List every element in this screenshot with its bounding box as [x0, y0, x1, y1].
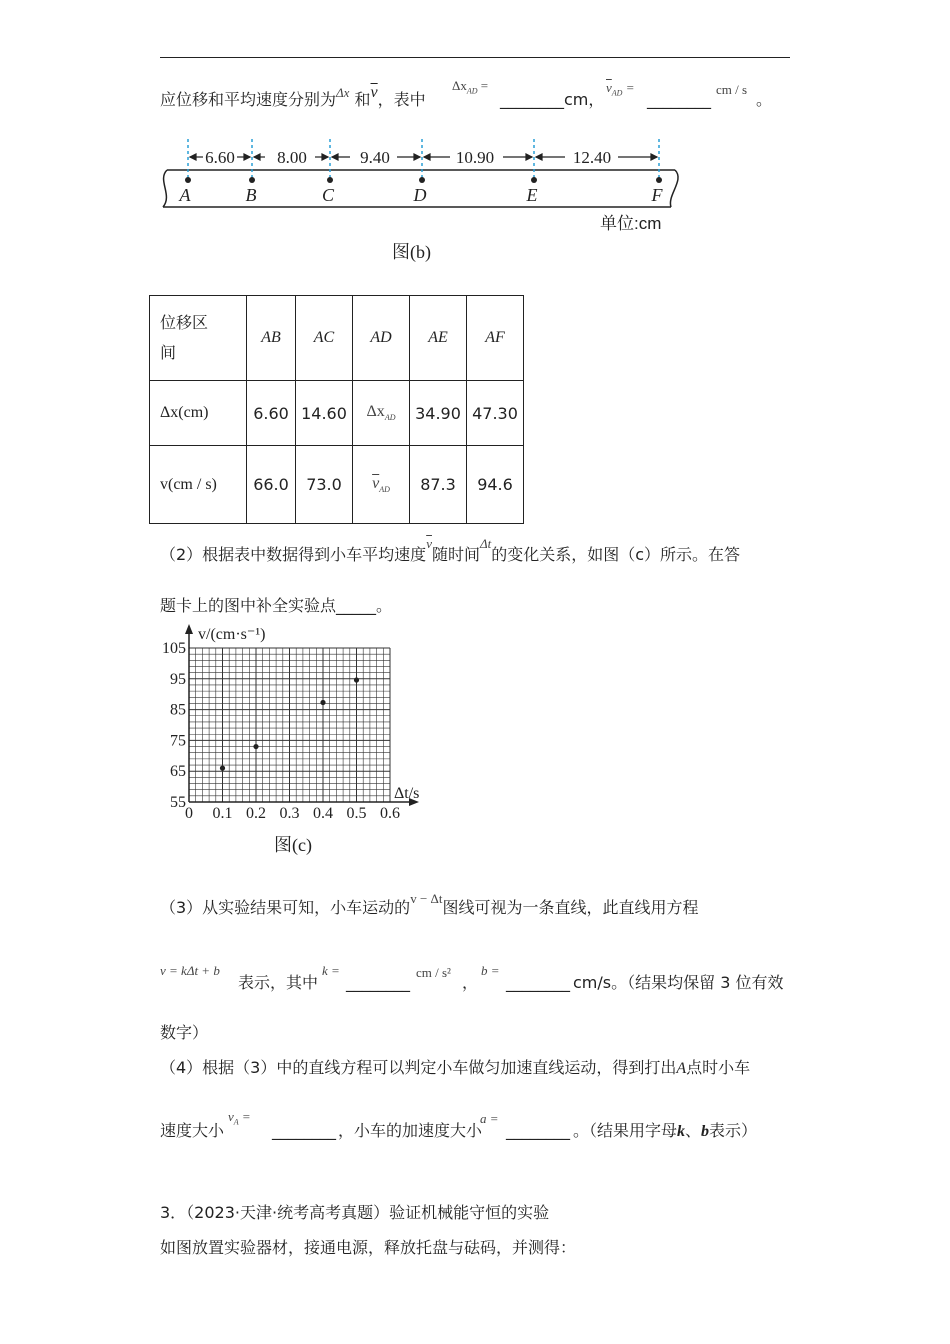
- period: 。: [756, 90, 773, 109]
- q5-line-2: 如图放置实验器材，接通电源，释放托盘与砝码，并测得：: [160, 1238, 577, 1257]
- chart-title: 图(c): [274, 835, 312, 855]
- blank-b[interactable]: ________: [506, 973, 570, 992]
- x-tick-label: 0.3: [279, 805, 300, 822]
- q2-line-2: 题卡上的图中补全实验点_____。: [160, 596, 393, 615]
- point-label: F: [651, 185, 663, 205]
- q5-line-1: 3．（2023·天津·统考高考真题）验证机械能守恒的实验: [160, 1203, 550, 1222]
- table-cell-v-ad: $\overline{v}_{AD}$: [353, 446, 410, 524]
- b-equals: b =: [481, 963, 500, 978]
- chart-xlabel: Δt/s: [394, 785, 420, 802]
- y-tick-label: 105: [162, 640, 186, 657]
- segment-label: 6.60: [205, 148, 235, 167]
- x-tick-label: 0.5: [346, 805, 367, 822]
- symbol-dx: Δx: [336, 85, 350, 100]
- unit-label: 单位:cm: [600, 214, 662, 233]
- y-tick-label: 95: [170, 670, 186, 688]
- blank-dx-ad[interactable]: ________cm，: [500, 90, 605, 109]
- q3-line-1: （3）从实验结果可知，小车运动的$^{v - \Delta t}$图线可视为一条直线，此直线用方程: [160, 891, 699, 917]
- y-axis-arrow: [185, 624, 193, 634]
- q3-line-2: 表示，其中: [238, 973, 319, 992]
- table-cell: 87.3: [410, 446, 467, 524]
- point-label: D: [413, 185, 427, 205]
- dot-D: [419, 177, 425, 183]
- segment-label: 8.00: [277, 148, 307, 167]
- table-header-label: 位移区 间: [150, 296, 247, 381]
- q3-line-3: 数字）: [160, 1023, 209, 1042]
- data-table: [149, 295, 524, 524]
- table-cell: 14.60: [296, 381, 353, 446]
- data-point: [354, 677, 359, 682]
- table-cell: 6.60: [247, 381, 296, 446]
- x-tick-label: 0.4: [313, 805, 333, 822]
- y-tick-label: 75: [170, 732, 186, 750]
- q4-line-2: 速度大小: [160, 1121, 225, 1140]
- point-label: B: [245, 185, 257, 205]
- table-col-header: AF: [467, 296, 524, 381]
- dot-E: [531, 177, 537, 183]
- x-tick-label: 0.6: [380, 805, 400, 822]
- y-tick-label: 55: [170, 794, 186, 811]
- table-col-header: AD: [353, 296, 410, 381]
- row-label-v: v(cm / s): [150, 446, 247, 524]
- blank-va[interactable]: ________: [272, 1121, 336, 1140]
- q4-line-2-mid: ，小车的加速度大小: [338, 1121, 483, 1140]
- dot-A: [185, 177, 191, 183]
- table-col-header: AE: [410, 296, 467, 381]
- data-point: [320, 700, 325, 705]
- question-line-1: 应位移和平均速度分别为$^{\Delta x}$ 和$\overline{v}$，表中: [160, 84, 426, 109]
- x-tick-label: 0.1: [212, 805, 233, 822]
- table-cell: 73.0: [296, 446, 353, 524]
- point-label: E: [526, 185, 538, 205]
- table-cell-dx-ad: $\Delta x_{AD}$: [353, 381, 410, 446]
- blank-a[interactable]: ________: [506, 1121, 570, 1140]
- y-tick-label: 65: [170, 763, 186, 781]
- segment-label: 10.90: [455, 148, 495, 167]
- data-point: [253, 744, 258, 749]
- k-equals: k =: [322, 963, 340, 978]
- q3-equation: v = kΔt + b: [160, 963, 220, 978]
- table-col-header: AB: [247, 296, 296, 381]
- table-cell: 34.90: [410, 381, 467, 446]
- dot-F: [656, 177, 662, 183]
- dot-B: [249, 177, 255, 183]
- table-cell: 94.6: [467, 446, 524, 524]
- x-tick-label: 0: [185, 805, 193, 822]
- x-tick-label: 0.2: [246, 805, 266, 822]
- unit-k: cm / s²: [416, 965, 451, 980]
- header-rule: [160, 57, 790, 58]
- dot-C: [327, 177, 333, 183]
- q4-line-2-end: 。（结果用字母k、b表示）: [573, 1121, 758, 1140]
- figure-b-tape: [155, 135, 695, 250]
- segment-label: 9.40: [360, 148, 390, 167]
- table-cell: 47.30: [467, 381, 524, 446]
- blank-k[interactable]: ________: [346, 973, 410, 992]
- figure-c-chart: [150, 620, 440, 860]
- q3-line-2-end: cm/s。（结果均保留 3 位有效: [573, 973, 784, 992]
- va-equals: $v_A$ =: [228, 1109, 251, 1127]
- q3-comma: ，: [462, 973, 479, 992]
- q4-line-1: （4）根据（3）中的直线方程可以判定小车做匀加速直线运动，得到打出A点时小车: [160, 1058, 751, 1077]
- table-col-header: AC: [296, 296, 353, 381]
- blank-v-ad[interactable]: ________: [647, 90, 711, 109]
- table-cell: 66.0: [247, 446, 296, 524]
- a-equals: a =: [480, 1111, 499, 1126]
- chart-ylabel: v/(cm·s⁻¹): [198, 626, 266, 643]
- q2-line-1: （2）根据表中数据得到小车平均速度$^{\overline{v}}$随时间$^{\Delta t}$的变化关系，如图（c）所示。在答: [160, 536, 741, 564]
- y-tick-label: 85: [170, 701, 186, 719]
- symbol-v-ad: $\overline{v}_{AD}$ =: [606, 80, 635, 98]
- point-label: C: [321, 185, 335, 205]
- figure-b-caption: 图(b): [392, 242, 431, 262]
- row-label-dx: Δx(cm): [150, 381, 247, 446]
- point-label: A: [179, 185, 191, 205]
- symbol-vbar: $\overline{v}$: [370, 84, 378, 101]
- data-point: [220, 766, 225, 771]
- segment-label: 12.40: [572, 148, 612, 167]
- unit-cms: cm / s: [716, 82, 748, 97]
- symbol-dx-ad: $\Delta x_{AD}$ =: [452, 78, 489, 96]
